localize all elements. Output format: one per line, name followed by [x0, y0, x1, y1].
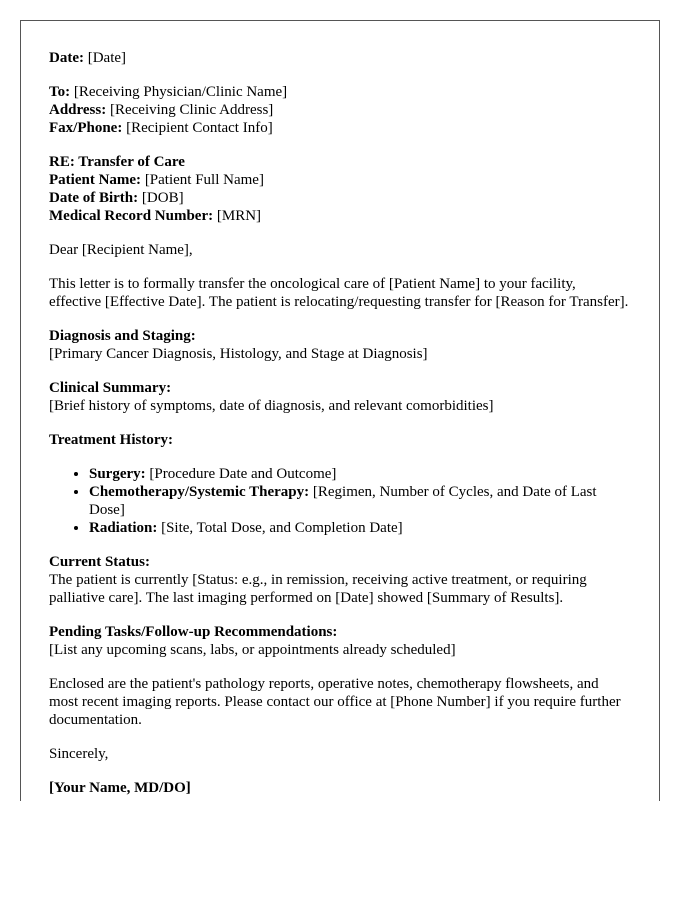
intro-paragraph: This letter is to formally transfer the oncological care of [Patient Name] to your facility, effective [Effective Date]. The patient is relocating/requesting transfer for [Reason for Transfer].	[49, 276, 629, 310]
mrn-label: Medical Record Number:	[49, 208, 214, 224]
address-line	[49, 101, 631, 119]
fax-line	[49, 119, 631, 137]
recipient-block	[49, 83, 631, 137]
treatment-label: Chemotherapy/Systemic Therapy:	[89, 484, 310, 500]
status-text: The patient is currently [Status: e.g., in remission, receiving active treatment, or requiring palliative care]. The last imaging performed on [Date] showed [Summary of Results].	[49, 572, 587, 606]
date-label: Date:	[49, 50, 84, 66]
treatment-text: [Procedure Date and Outcome]	[149, 466, 337, 482]
treatment-label: Radiation:	[89, 520, 158, 536]
pending-text: [List any upcoming scans, labs, or appointments already scheduled]	[49, 642, 456, 658]
dob-label: Date of Birth:	[49, 190, 139, 206]
mrn-value: [MRN]	[216, 208, 262, 224]
list-item	[89, 465, 631, 483]
date-line	[49, 49, 631, 67]
clinical-heading: Clinical Summary:	[49, 380, 172, 396]
address-value: [Receiving Clinic Address]	[109, 102, 274, 118]
fax-label: Fax/Phone:	[49, 120, 123, 136]
list-item	[89, 483, 631, 519]
patient-value: [Patient Full Name]	[144, 172, 264, 188]
to-line	[49, 83, 631, 101]
fax-value: [Recipient Contact Info]	[126, 120, 273, 136]
letter-page	[20, 20, 660, 801]
patient-line	[49, 171, 631, 189]
status-section	[49, 553, 631, 607]
salutation: Dear [Recipient Name],	[49, 242, 193, 258]
dob-value: [DOB]	[141, 190, 184, 206]
status-heading: Current Status:	[49, 554, 150, 570]
treatment-text: [Site, Total Dose, and Completion Date]	[161, 520, 403, 536]
treatment-text: [Regimen, Number of Cycles, and Date of Last Dose]	[89, 484, 597, 518]
signature	[49, 779, 631, 797]
signature-name: [Your Name, MD/DO]	[49, 780, 191, 796]
closing: Sincerely,	[49, 746, 109, 762]
treatment-label: Surgery:	[89, 466, 146, 482]
diagnosis-section	[49, 327, 631, 363]
patient-label: Patient Name:	[49, 172, 142, 188]
date-value: [Date]	[87, 50, 127, 66]
list-item	[89, 519, 631, 537]
re-title: RE: Transfer of Care	[49, 154, 185, 170]
pending-section	[49, 623, 631, 659]
dob-line	[49, 189, 631, 207]
diagnosis-heading: Diagnosis and Staging:	[49, 328, 196, 344]
clinical-text: [Brief history of symptoms, date of diagnosis, and relevant comorbidities]	[49, 398, 494, 414]
address-label: Address:	[49, 102, 107, 118]
re-block	[49, 153, 631, 225]
treatment-list	[49, 465, 631, 537]
treatment-heading: Treatment History:	[49, 432, 173, 448]
clinical-section	[49, 379, 631, 415]
to-value: [Receiving Physician/Clinic Name]	[73, 84, 288, 100]
pending-heading: Pending Tasks/Follow-up Recommendations:	[49, 624, 338, 640]
enclosed-paragraph: Enclosed are the patient's pathology reports, operative notes, chemotherapy flowsheets, and most recent imaging reports. Please contact our office at [Phone Number] if you require further documentation.	[49, 676, 621, 728]
to-label: To:	[49, 84, 71, 100]
mrn-line	[49, 207, 631, 225]
diagnosis-text: [Primary Cancer Diagnosis, Histology, and Stage at Diagnosis]	[49, 346, 428, 362]
